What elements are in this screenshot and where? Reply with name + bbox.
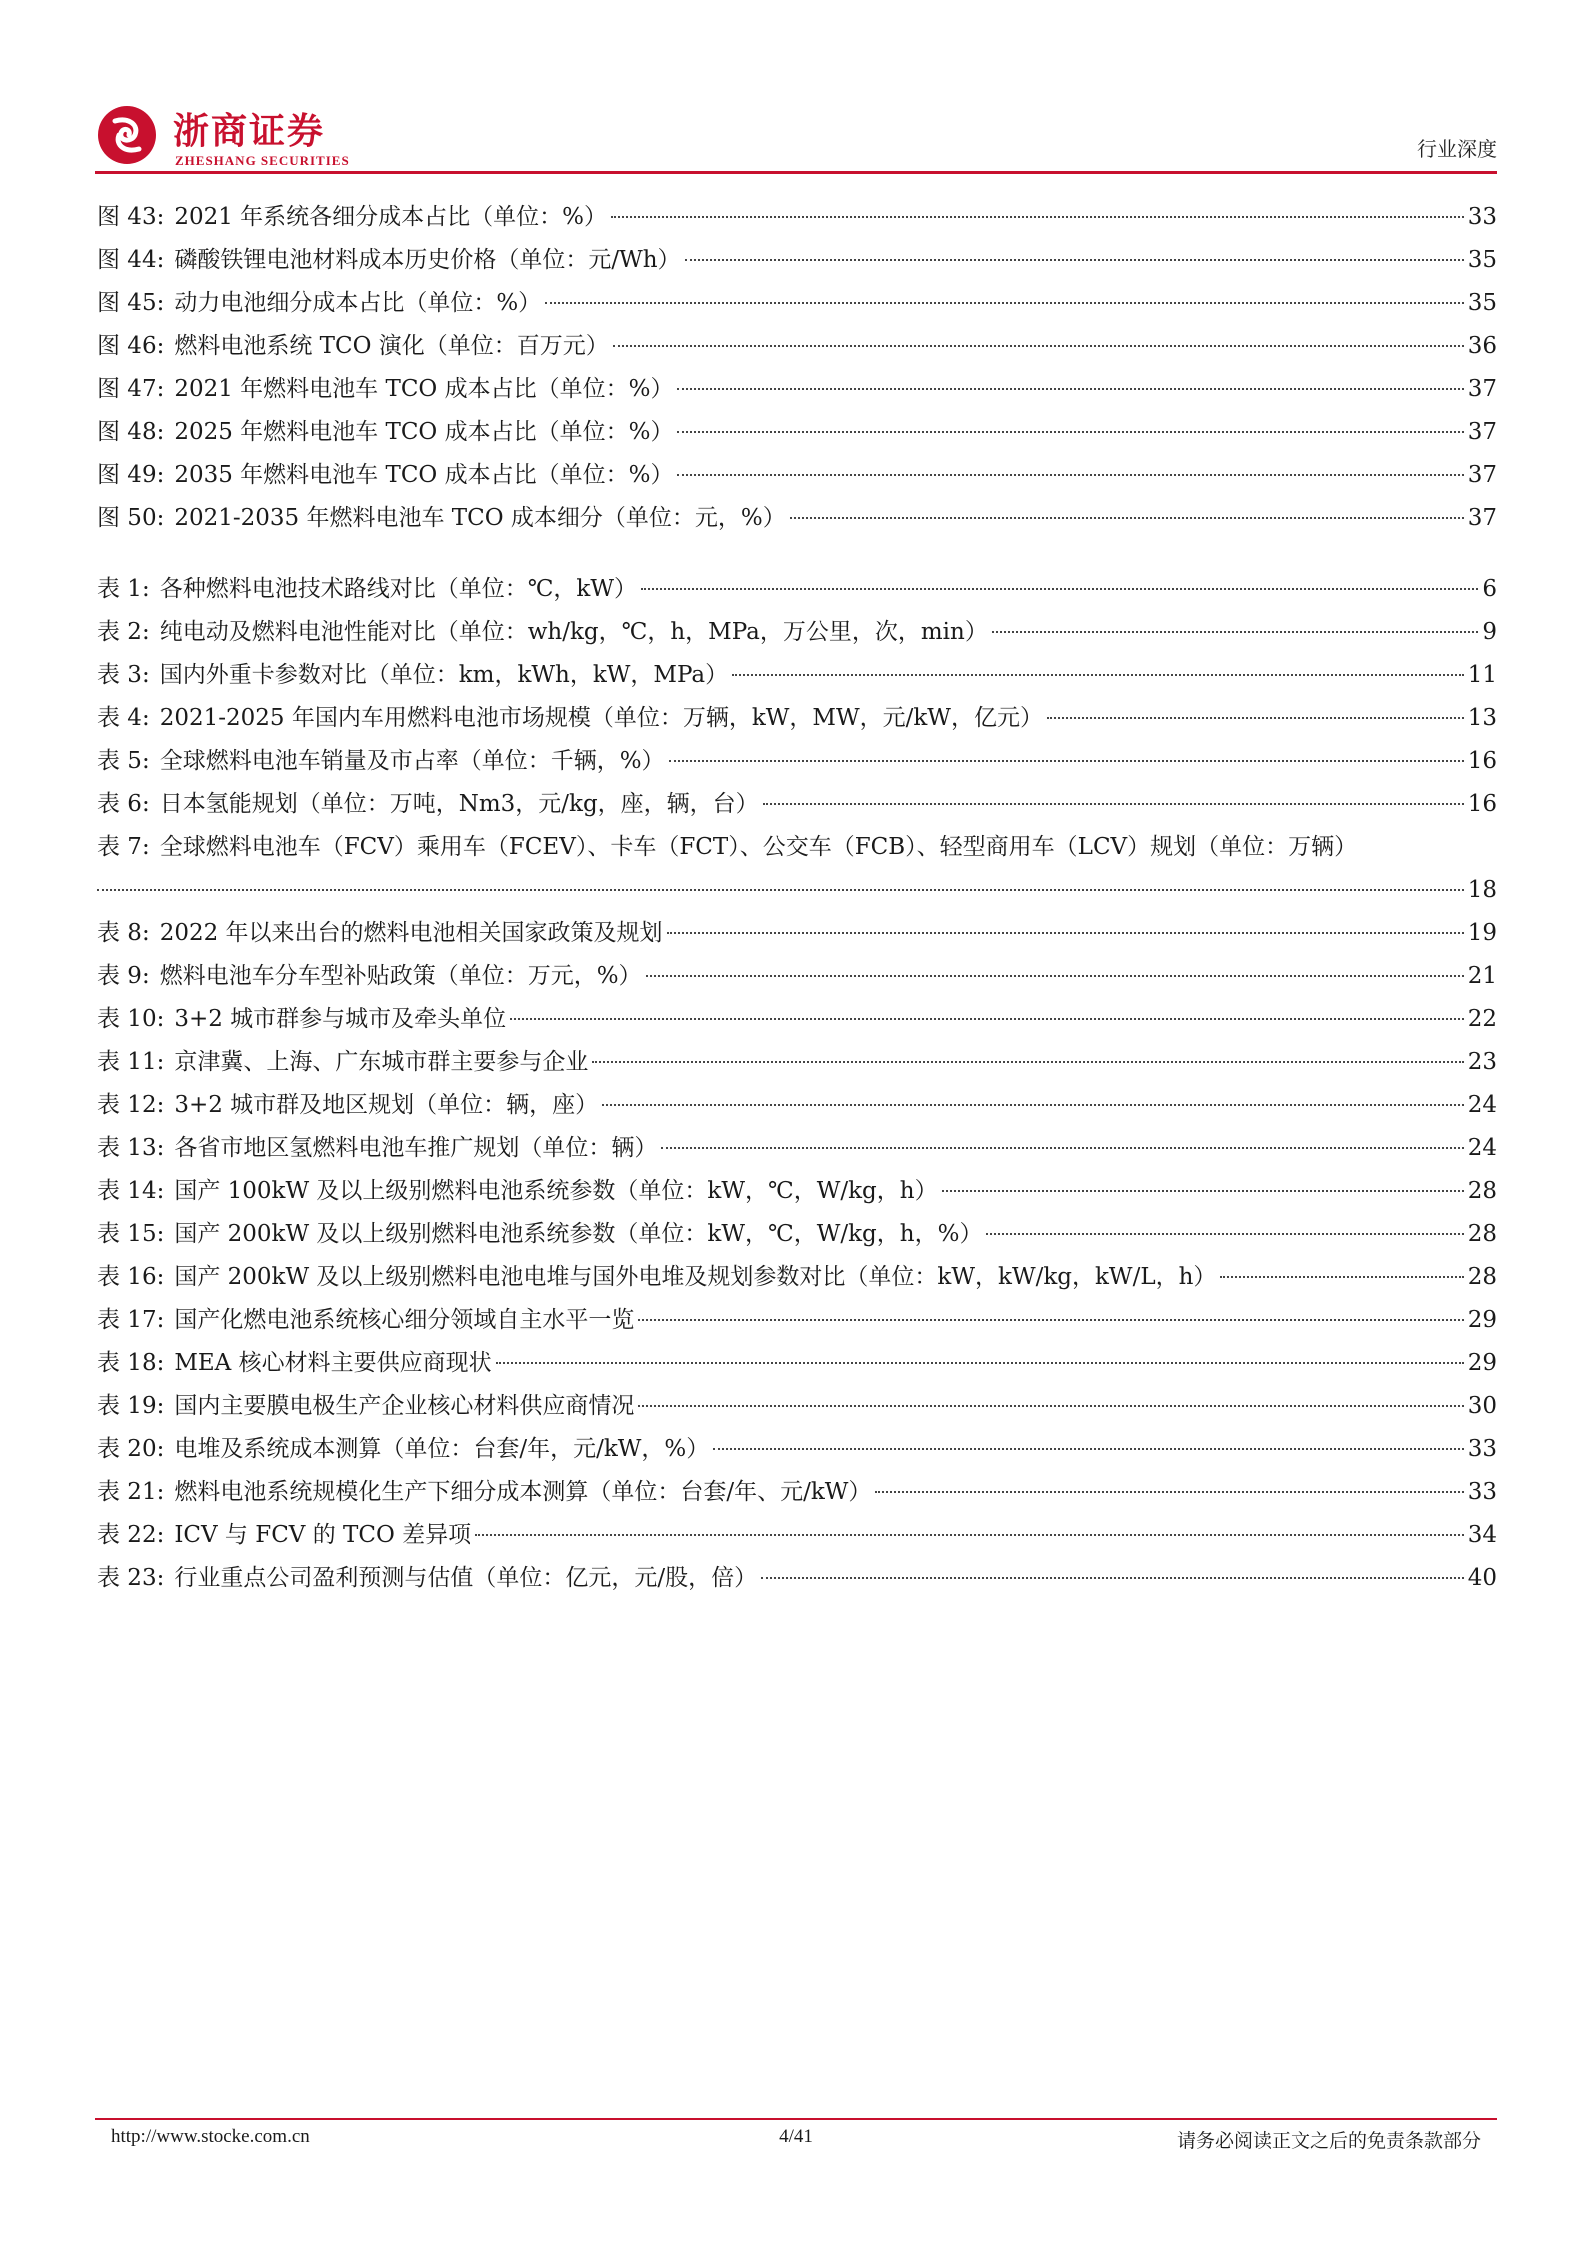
entry-label: 表 22:	[97, 1522, 165, 1548]
entry-label: 表 12:	[97, 1092, 165, 1118]
entry-label: 表 17:	[97, 1307, 165, 1333]
toc-table-entry[interactable]	[97, 1127, 1497, 1170]
entry-page-number: 22	[1467, 1006, 1497, 1032]
toc-figure-entry[interactable]	[97, 368, 1497, 411]
entry-label: 表 7:	[97, 834, 150, 860]
toc-table-entry[interactable]	[97, 1041, 1497, 1084]
dot-leader	[646, 975, 1464, 977]
entry-label: 表 19:	[97, 1393, 165, 1419]
figure-list	[97, 196, 1497, 540]
dot-leader	[942, 1190, 1464, 1192]
entry-title: 磷酸铁锂电池材料成本历史价格（单位：元/Wh）	[174, 247, 681, 273]
entry-label: 表 14:	[97, 1178, 165, 1204]
toc-table-entry[interactable]	[97, 654, 1497, 697]
dot-leader	[677, 431, 1463, 433]
entry-label: 图 45:	[97, 290, 165, 316]
entry-label: 表 18:	[97, 1350, 165, 1376]
entry-title: 2035 年燃料电池车 TCO 成本占比（单位：%）	[174, 462, 674, 488]
toc-figure-entry[interactable]	[97, 497, 1497, 540]
footer-url[interactable]: http://www.stocke.com.cn	[111, 2126, 310, 2147]
entry-title: 国内外重卡参数对比（单位：km，kWh，kW，MPa）	[159, 662, 729, 688]
toc-table-entry[interactable]	[97, 783, 1497, 826]
entry-title: 2021-2025 年国内车用燃料电池市场规模（单位：万辆，kW，MW，元/kW，亿元）	[159, 705, 1043, 731]
entry-label: 表 4:	[97, 705, 150, 731]
entry-label: 表 2:	[97, 619, 150, 645]
toc-table-entry[interactable]	[97, 1557, 1497, 1600]
entry-title: ICV 与 FCV 的 TCO 差异项	[174, 1522, 472, 1548]
entry-title: 各省市地区氢燃料电池车推广规划（单位：辆）	[174, 1135, 658, 1161]
entry-page-number: 28	[1467, 1221, 1497, 1247]
entry-page-number: 11	[1467, 662, 1497, 688]
entry-page-number: 13	[1467, 705, 1497, 731]
toc-table-entry[interactable]	[97, 955, 1497, 998]
entry-label: 图 49:	[97, 462, 165, 488]
dot-leader	[475, 1534, 1464, 1536]
entry-label: 表 5:	[97, 748, 150, 774]
toc-table-entry[interactable]	[97, 1299, 1497, 1342]
entry-label: 表 21:	[97, 1479, 165, 1505]
dot-leader	[732, 674, 1464, 676]
entry-title: 3+2 城市群及地区规划（单位：辆，座）	[174, 1092, 599, 1118]
entry-title: 全球燃料电池车（FCV）乘用车（FCEV）、卡车（FCT）、公交车（FCB）、轻型商用车（LCV）规划（单位：万辆）	[159, 834, 1358, 860]
entry-title: 行业重点公司盈利预测与估值（单位：亿元，元/股，倍）	[174, 1565, 758, 1591]
entry-label: 图 44:	[97, 247, 165, 273]
entry-title: 3+2 城市群参与城市及牵头单位	[174, 1006, 507, 1032]
entry-title: 燃料电池车分车型补贴政策（单位：万元，%）	[159, 963, 642, 989]
logo-emblem-icon	[95, 103, 159, 167]
entry-page-number: 21	[1467, 963, 1497, 989]
dot-leader	[790, 517, 1464, 519]
dot-leader	[496, 1362, 1464, 1364]
entry-label: 表 9:	[97, 963, 150, 989]
dot-leader	[638, 1319, 1463, 1321]
entry-page-number: 37	[1467, 505, 1497, 531]
entry-page-number: 37	[1467, 419, 1497, 445]
entry-label: 表 6:	[97, 791, 150, 817]
table-list	[97, 568, 1497, 1600]
dot-leader	[1220, 1276, 1463, 1278]
entry-label: 图 47:	[97, 376, 165, 402]
toc-figure-entry[interactable]	[97, 325, 1497, 368]
entry-label: 图 50:	[97, 505, 165, 531]
entry-page-number: 28	[1467, 1178, 1497, 1204]
toc-table-entry[interactable]	[97, 1170, 1497, 1213]
entry-page-number: 35	[1467, 247, 1497, 273]
toc-table-entry[interactable]	[97, 1471, 1497, 1514]
dot-leader	[992, 631, 1479, 633]
entry-title: 国产 200kW 及以上级别燃料电池电堆与国外电堆及规划参数对比（单位：kW，kW/kg，kW/L，h）	[174, 1264, 1217, 1290]
entry-label: 表 11:	[97, 1049, 165, 1075]
entry-label: 表 3:	[97, 662, 150, 688]
entry-title: 国产 100kW 及以上级别燃料电池系统参数（单位：kW，℃，W/kg，h）	[174, 1178, 938, 1204]
entry-label: 表 8:	[97, 920, 150, 946]
entry-page-number: 6	[1482, 576, 1497, 602]
dot-leader	[986, 1233, 1463, 1235]
entry-label: 图 48:	[97, 419, 165, 445]
entry-title: 2021 年燃料电池车 TCO 成本占比（单位：%）	[174, 376, 674, 402]
dot-leader	[510, 1018, 1464, 1020]
entry-page-number: 19	[1467, 920, 1497, 946]
entry-label: 图 46:	[97, 333, 165, 359]
entry-page-number: 34	[1467, 1522, 1497, 1548]
dot-leader	[611, 216, 1464, 218]
entry-page-number: 37	[1467, 376, 1497, 402]
page-header	[95, 95, 1497, 175]
dot-leader	[875, 1491, 1463, 1493]
logo-chinese-name: 浙商证券	[173, 111, 326, 152]
entry-title: 2022 年以来出台的燃料电池相关国家政策及规划	[159, 920, 663, 946]
toc-table-entry[interactable]	[97, 1428, 1497, 1471]
toc-table-entry[interactable]	[97, 826, 1497, 869]
entry-page-number: 35	[1467, 290, 1497, 316]
dot-leader	[677, 388, 1463, 390]
entry-title: 京津冀、上海、广东城市群主要参与企业	[174, 1049, 589, 1075]
dot-leader	[613, 345, 1464, 347]
dot-leader	[661, 1147, 1463, 1149]
entry-title: 全球燃料电池车销量及市占率（单位：千辆，%）	[159, 748, 665, 774]
entry-label: 表 23:	[97, 1565, 165, 1591]
entry-page-number: 29	[1467, 1307, 1497, 1333]
dot-leader	[592, 1061, 1463, 1063]
disclaimer-note: 请务必阅读正文之后的免责条款部分	[1176, 2130, 1481, 2152]
entry-title: 2025 年燃料电池车 TCO 成本占比（单位：%）	[174, 419, 674, 445]
toc-table-entry[interactable]	[97, 697, 1497, 740]
toc-table-entry[interactable]	[97, 1256, 1497, 1299]
entry-page-number: 16	[1467, 748, 1497, 774]
entry-title: 纯电动及燃料电池性能对比（单位：wh/kg，℃，h，MPa，万公里，次，min）	[159, 619, 988, 645]
entry-label: 表 1:	[97, 576, 150, 602]
dot-leader	[638, 1405, 1463, 1407]
dot-leader	[1047, 717, 1464, 719]
dot-leader	[602, 1104, 1464, 1106]
dot-leader	[545, 302, 1464, 304]
entry-title: 电堆及系统成本测算（单位：台套/年，元/kW，%）	[174, 1436, 710, 1462]
dot-leader	[685, 259, 1464, 261]
dot-leader	[669, 760, 1464, 762]
dot-leader	[641, 588, 1478, 590]
entry-page-number: 23	[1467, 1049, 1497, 1075]
entry-title: 日本氢能规划（单位：万吨，Nm3，元/kg，座，辆，台）	[159, 791, 759, 817]
entry-title: 2021 年系统各细分成本占比（单位：%）	[174, 204, 608, 230]
entry-title: 国内主要膜电极生产企业核心材料供应商情况	[174, 1393, 635, 1419]
toc-table-entry[interactable]	[97, 998, 1497, 1041]
company-logo	[95, 103, 435, 173]
table-of-contents	[97, 196, 1497, 1600]
entry-page-number: 33	[1467, 1436, 1497, 1462]
section-gap	[97, 540, 1497, 568]
dot-leader	[667, 932, 1464, 934]
logo-english-name: ZHESHANG SECURITIES	[175, 153, 350, 168]
toc-figure-entry[interactable]	[97, 196, 1497, 239]
entry-title: 燃料电池系统规模化生产下细分成本测算（单位：台套/年、元/kW）	[174, 1479, 872, 1505]
entry-label: 表 10:	[97, 1006, 165, 1032]
entry-title: 2021-2035 年燃料电池车 TCO 成本细分（单位：元，%）	[174, 505, 786, 531]
toc-entry-continuation[interactable]	[97, 869, 1497, 912]
entry-page-number: 37	[1467, 462, 1497, 488]
header-divider	[95, 171, 1497, 174]
dot-leader	[761, 1577, 1464, 1579]
entry-page-number: 36	[1467, 333, 1497, 359]
toc-table-entry[interactable]	[97, 568, 1497, 611]
toc-table-entry[interactable]	[97, 1385, 1497, 1428]
toc-table-entry[interactable]	[97, 1514, 1497, 1557]
toc-figure-entry[interactable]	[97, 411, 1497, 454]
entry-label: 表 16:	[97, 1264, 165, 1290]
entry-title: 动力电池细分成本占比（单位：%）	[174, 290, 542, 316]
toc-table-entry[interactable]	[97, 740, 1497, 783]
footer-divider	[95, 2118, 1497, 2120]
page-number: 4/41	[779, 2126, 813, 2147]
entry-title: 各种燃料电池技术路线对比（单位：℃，kW）	[159, 576, 638, 602]
entry-label: 表 15:	[97, 1221, 165, 1247]
dot-leader	[97, 889, 1464, 891]
entry-page-number: 28	[1467, 1264, 1497, 1290]
entry-page-number: 29	[1467, 1350, 1497, 1376]
entry-label: 表 13:	[97, 1135, 165, 1161]
entry-page-number: 24	[1467, 1135, 1497, 1161]
dot-leader	[763, 803, 1464, 805]
entry-title: 国产化燃电池系统核心细分领域自主水平一览	[174, 1307, 635, 1333]
toc-table-entry[interactable]	[97, 1213, 1497, 1256]
entry-page-number: 40	[1467, 1565, 1497, 1591]
entry-page-number: 18	[1467, 877, 1497, 903]
entry-page-number: 16	[1467, 791, 1497, 817]
entry-page-number: 24	[1467, 1092, 1497, 1118]
toc-figure-entry[interactable]	[97, 239, 1497, 282]
dot-leader	[677, 474, 1463, 476]
toc-table-entry[interactable]	[97, 1084, 1497, 1127]
entry-page-number: 33	[1467, 204, 1497, 230]
toc-table-entry[interactable]	[97, 1342, 1497, 1385]
toc-table-entry[interactable]	[97, 912, 1497, 955]
dot-leader	[713, 1448, 1463, 1450]
entry-title: 国产 200kW 及以上级别燃料电池系统参数（单位：kW，℃，W/kg，h，%）	[174, 1221, 983, 1247]
page-footer	[95, 2126, 1497, 2156]
toc-table-entry[interactable]	[97, 611, 1497, 654]
entry-page-number: 9	[1482, 619, 1497, 645]
entry-title: 燃料电池系统 TCO 演化（单位：百万元）	[174, 333, 609, 359]
entry-page-number: 30	[1467, 1393, 1497, 1419]
toc-figure-entry[interactable]	[97, 454, 1497, 497]
entry-page-number: 33	[1467, 1479, 1497, 1505]
entry-label: 图 43:	[97, 204, 165, 230]
toc-figure-entry[interactable]	[97, 282, 1497, 325]
entry-title: MEA 核心材料主要供应商现状	[174, 1350, 492, 1376]
report-type-tag: 行业深度	[1417, 137, 1497, 161]
entry-label: 表 20:	[97, 1436, 165, 1462]
